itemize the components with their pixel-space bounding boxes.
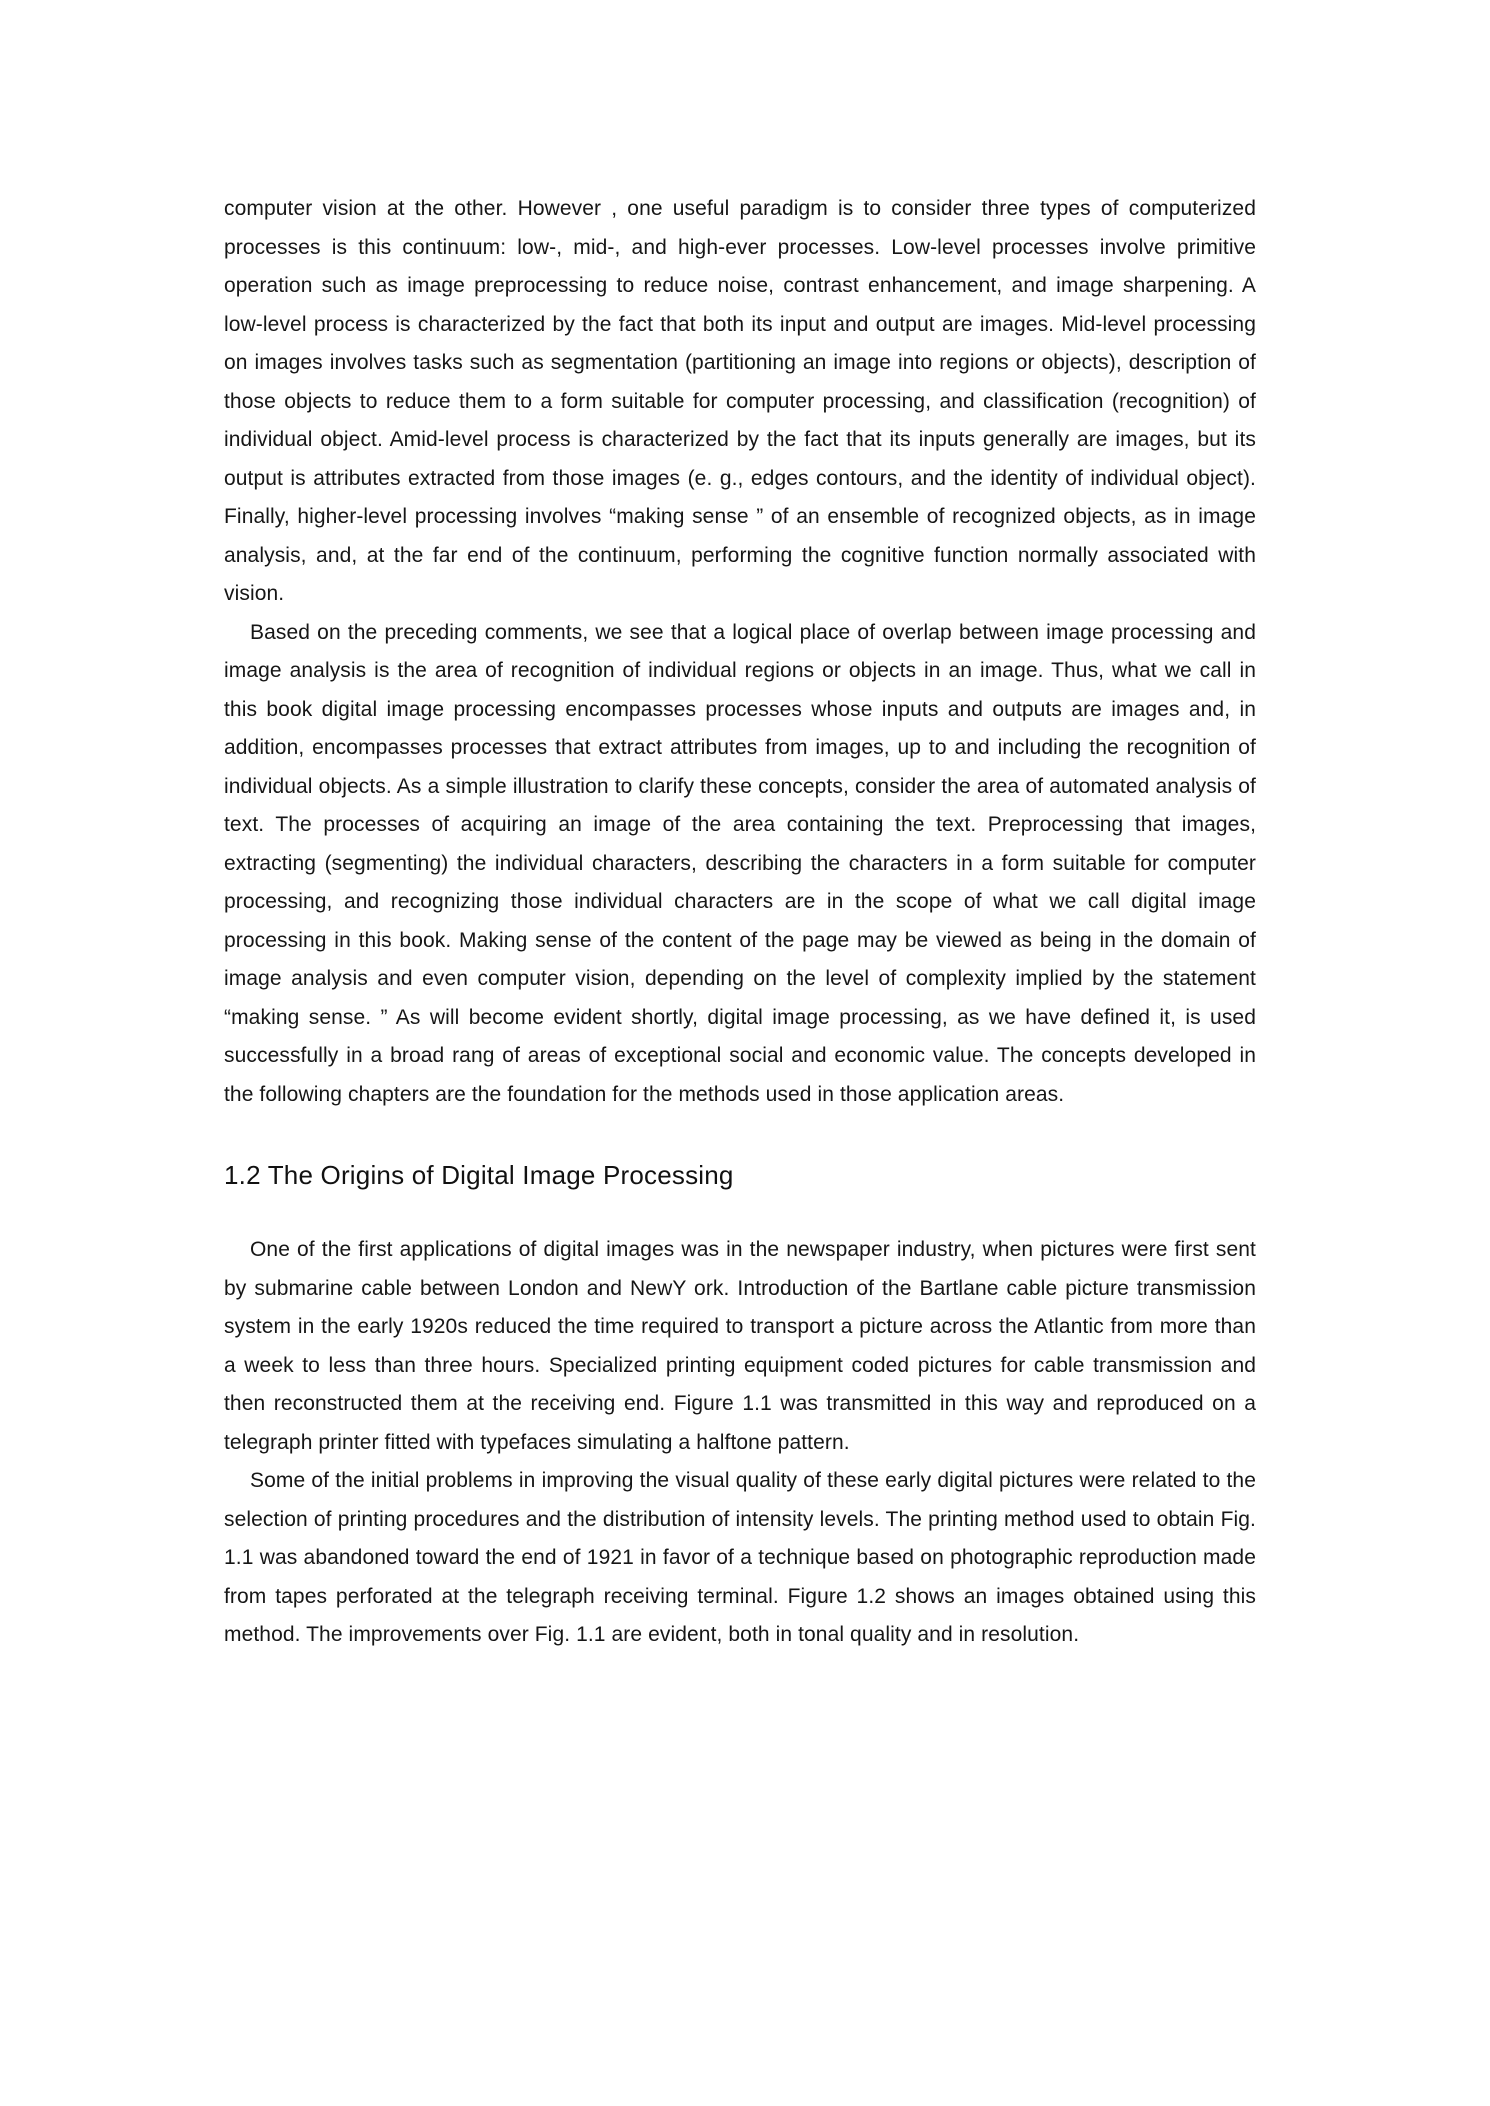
paragraph-continuation: computer vision at the other. However , one useful paradigm is to consider three types of computerized processes is this continuum: low-, mid-, and high-ever processes. Low-level processes involve primitive operation such as image preprocessing to reduce noise, contrast enhancement, and image sharpening. A low-level process is characterized by the fact that both its input and output are images. Mid-level processing on images involves tasks such as segmentation (partitioning an image into regions or objects), description of those objects to reduce them to a form suitable for computer processing, and classification (recognition) of individual object. Amid-level process is characterized by the fact that its inputs generally are images, but its output is attributes extracted from those images (e. g., edges contours, and the identity of individual object). Finally, higher-level processing involves “making sense ” of an ensemble of recognized objects, as in image analysis, and, at the far end of the continuum, performing the cognitive function normally associated with vision. [224,197,1256,605]
document-page [224,190,1256,1655]
paragraph: Some of the initial problems in improving the visual quality of these early digital pictures were related to the selection of printing procedures and the distribution of intensity levels. The printing method used to obtain Fig. 1.1 was abandoned toward the end of 1921 in favor of a technique based on photographic reproduction made from tapes perforated at the telegraph receiving terminal. Figure 1.2 shows an images obtained using this method. The improvements over Fig. 1.1 are evident, both in tonal quality and in resolution. [224,1469,1256,1646]
paragraph: Based on the preceding comments, we see that a logical place of overlap between image processing and image analysis is the area of recognition of individual regions or objects in an image. Thus, what we call in this book digital image processing encompasses processes whose inputs and outputs are images and, in addition, encompasses processes that extract attributes from images, up to and including the recognition of individual objects. As a simple illustration to clarify these concepts, consider the area of automated analysis of text. The processes of acquiring an image of the area containing the text. Preprocessing that images, extracting (segmenting) the individual characters, describing the characters in a form suitable for computer processing, and recognizing those individual characters are in the scope of what we call digital image processing in this book. Making sense of the content of the page may be viewed as being in the domain of image analysis and even computer vision, depending on the level of complexity implied by the statement “making sense. ” As will become evident shortly, digital image processing, as we have defined it, is used successfully in a broad rang of areas of exceptional social and economic value. The concepts developed in the following chapters are the foundation for the methods used in those application areas. [224,620,1256,1106]
paragraph: One of the first applications of digital images was in the newspaper industry, when pictures were first sent by submarine cable between London and NewY ork. Introduction of the Bartlane cable picture transmission system in the early 1920s reduced the time required to transport a picture across the Atlantic from more than a week to less than three hours. Specialized printing equipment coded pictures for cable transmission and then reconstructed them at the receiving end. Figure 1.1 was transmitted in this way and reproduced on a telegraph printer fitted with typefaces simulating a halftone pattern. [224,1238,1256,1454]
section-heading: 1.2 The Origins of Digital Image Processing [224,1160,734,1190]
